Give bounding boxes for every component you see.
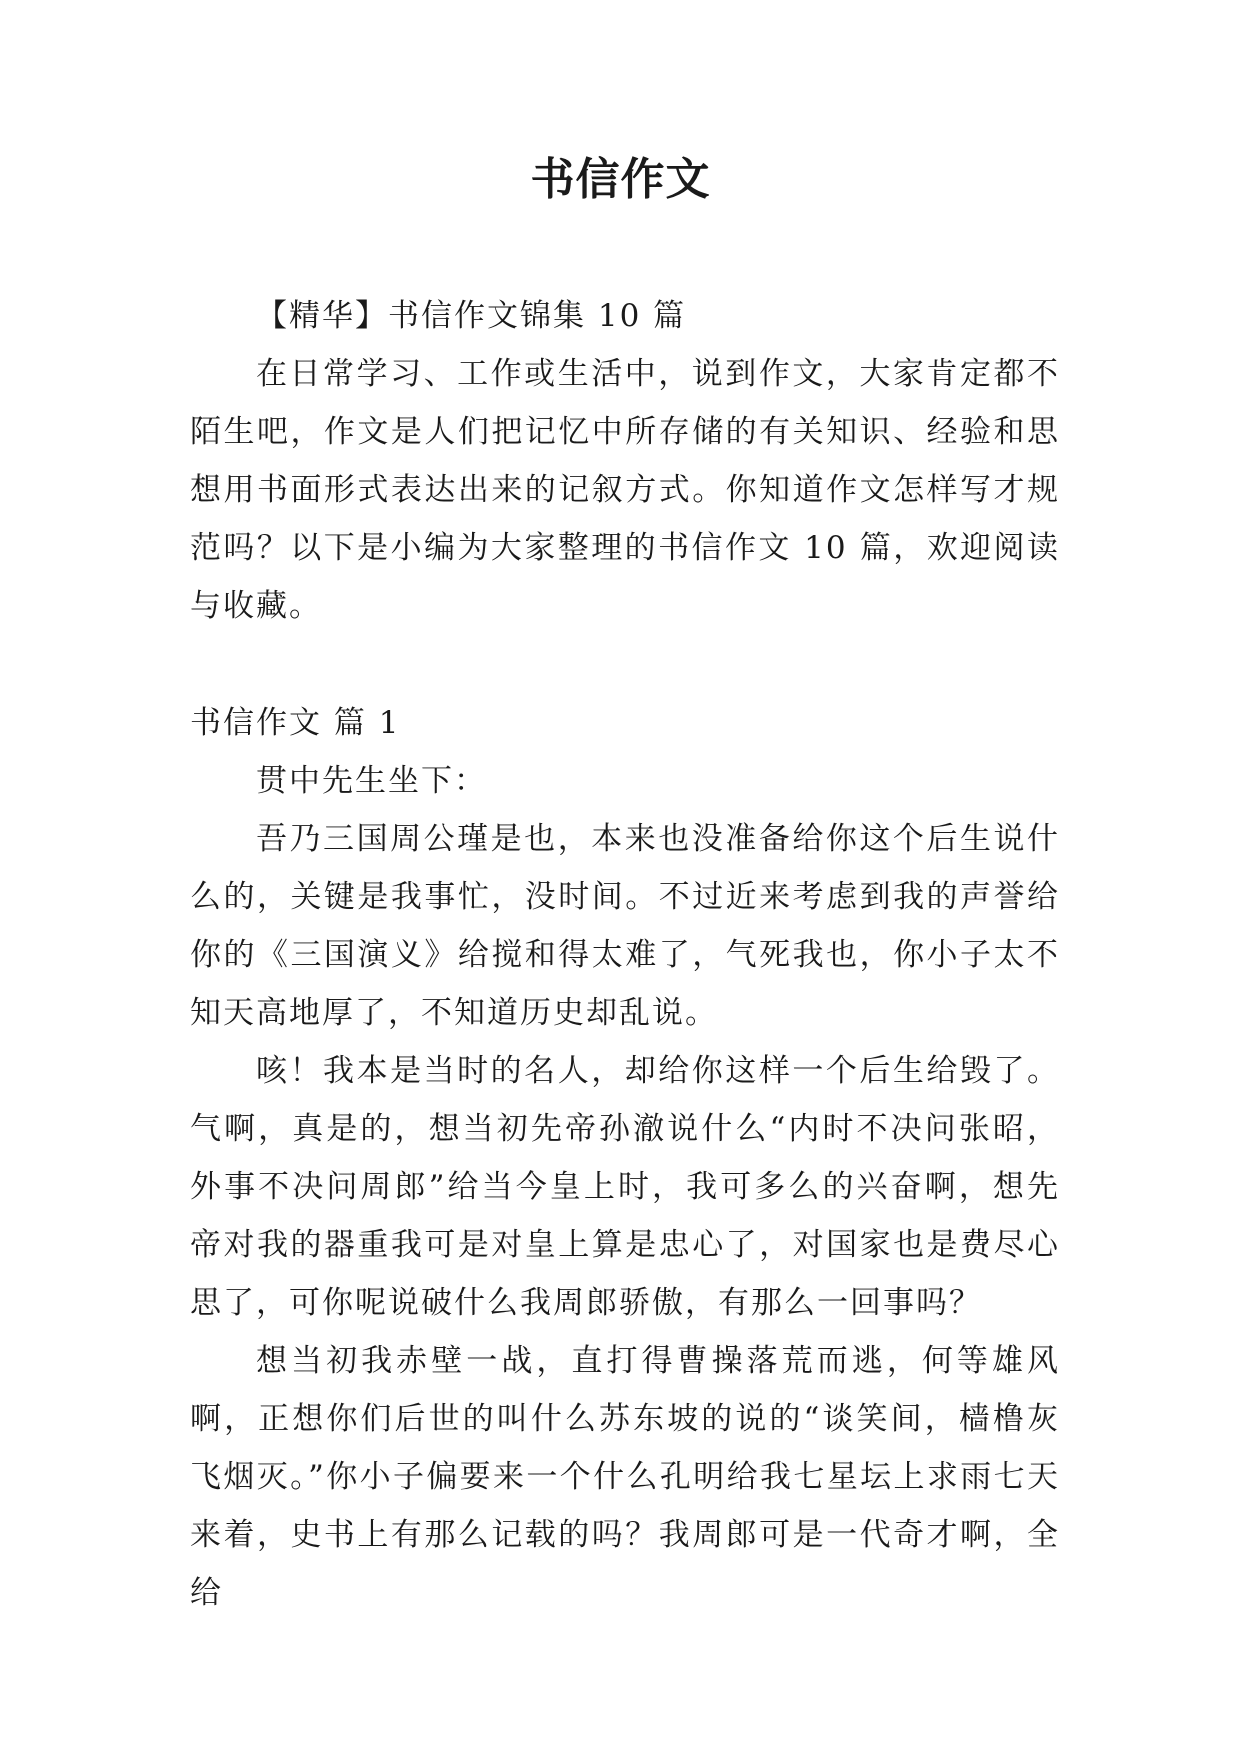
intro-block (190, 287, 1060, 635)
intro-paragraph: 在日常学习、工作或生活中，说到作文，大家肯定都不陌生吧，作文是人们把记忆中所存储的有关知识、经验和思想用书面形式表达出来的记叙方式。你知道作文怎样写才规范吗？以下是小编为大家整理的书信作文 10 篇，欢迎阅读与收藏。 (190, 356, 1060, 624)
intro-subtitle: 【精华】书信作文锦集 10 篇 (256, 298, 687, 334)
body-paragraph: 吾乃三国周公瑾是也，本来也没准备给你这个后生说什么的，关键是我事忙，没时间。不过近来考虑到我的声誉给你的《三国演义》给搅和得太难了，气死我也，你小子太不知天高地厚了，不知道历史却乱说。 (190, 821, 1060, 1031)
section-1 (190, 694, 1060, 1622)
body-paragraph: 想当初我赤壁一战，直打得曹操落荒而逃，何等雄风啊，正想你们后世的叫什么苏东坡的说的“谈笑间，樯橹灰飞烟灭。”你小子偏要来一个什么孔明给我七星坛上求雨七天来着，史书上有那么记载的吗？我周郎可是一代奇才啊，全给 (190, 1343, 1060, 1611)
document-title: 书信作文 (530, 154, 711, 205)
letter-salutation: 贯中先生坐下： (256, 763, 487, 799)
section-heading: 书信作文 篇 1 (190, 705, 401, 741)
body-paragraph: 咳！我本是当时的名人，却给你这样一个后生给毁了。气啊，真是的，想当初先帝孙澈说什么“内时不决问张昭，外事不决问周郎”给当今皇上时，我可多么的兴奋啊，想先帝对我的器重我可是对皇上算是忠心了，对国家也是费尽心思了，可你呢说破什么我周郎骄傲，有那么一回事吗？ (190, 1053, 1060, 1321)
